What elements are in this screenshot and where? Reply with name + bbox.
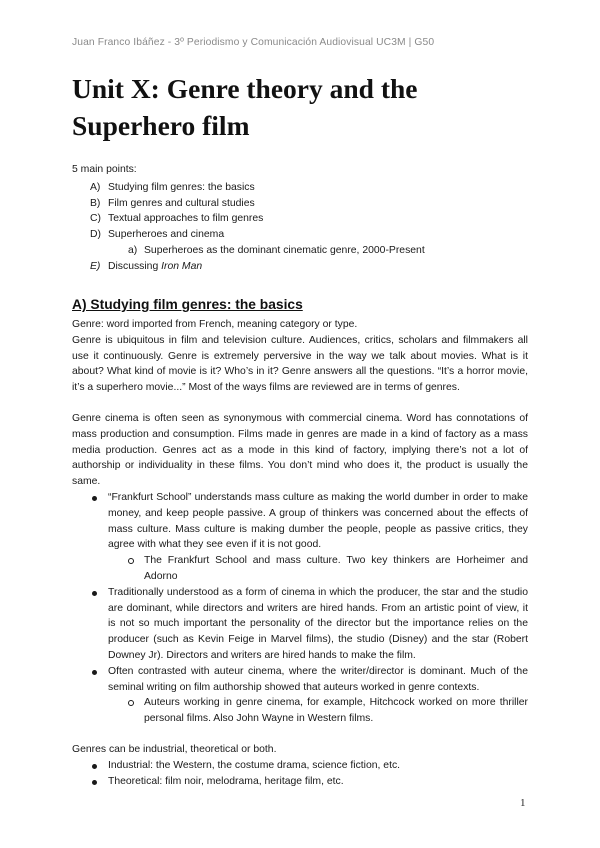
- list-item: [72, 227, 532, 243]
- document-title: Unit X: Genre theory and the Superhero film: [72, 73, 418, 141]
- bullet-text: Often contrasted with auteur cinema, where the writer/director is dominant. Much of the seminal writing on film authorship showed that auteurs worked in genre contexts.: [108, 665, 528, 693]
- list-item-text: Discussing: [108, 260, 162, 272]
- list-item-text: Superheroes as the dominant cinematic genre, 2000-Present: [144, 244, 425, 256]
- sub-bullet-text: The Frankfurt School and mass culture. Two key thinkers are Horheimer and Adorno: [144, 555, 528, 582]
- list-marker: a): [128, 244, 138, 256]
- main-points-list: [72, 180, 532, 275]
- section-heading: A) Studying film genres: the basics: [72, 297, 303, 312]
- main-points-block: [72, 162, 532, 275]
- paragraph: Genre cinema is often seen as synonymous with commercial cinema. Word has connotations of mass production and consumption. Films made in genres are made in a kind of factory as a mass media production. Genres act as a mode in this kind of factory, implying there’s not a lot of authorship or individuality in these films. You don’t mind who does it, the product is usually the same.: [72, 412, 528, 488]
- list-subitem: [72, 243, 532, 259]
- list-marker: C): [90, 213, 101, 225]
- bullet-text: Traditionally understood as a form of cinema in which the producer, the star and the studio are dominant, while directors and writers are hired hands. From an artistic point of view, it is not so much important the personality of the director but the importance relies on the producer (such as Kevin Feige in Marvel films), the studio (Disney) and the star (Robert Downey Jr). Directors and writers are hired hands to make the film.: [108, 586, 528, 661]
- page-number: 1: [520, 797, 526, 809]
- page-header: Juan Franco Ibáñez - 3º Periodismo y Comunicación Audiovisual UC3M | G50: [72, 37, 435, 48]
- list-item-text: Film genres and cultural studies: [108, 197, 255, 209]
- paragraph: Genres can be industrial, theoretical or both.: [72, 743, 277, 755]
- bullet-item: [72, 664, 528, 727]
- hollow-bullet-icon: [128, 700, 134, 706]
- sub-bullet-list: [108, 553, 528, 585]
- list-marker: B): [90, 197, 101, 209]
- list-item: [72, 211, 532, 227]
- paragraph: Genre is ubiquitous in film and television culture. Audiences, critics, scholars and filmmakers all use it continuously. Genre is extremely perversive in the way we talk about movies. What is it about? What kind of movie is it? Who’s in it? Genre answers all the questions. “It’s a horror movie, it’s a superhero movie...” Most of the ways films are reviewed are in terms of genres.: [72, 334, 528, 394]
- list-item-text: Studying film genres: the basics: [108, 181, 255, 193]
- section-a: [72, 296, 528, 789]
- bullet-item: [72, 490, 528, 585]
- list-marker: D): [90, 229, 101, 241]
- sub-bullet-item: [108, 553, 528, 585]
- sub-bullet-text: Auteurs working in genre cinema, for example, Hitchcock worked on more thriller personal films. Also John Wayne in Western films.: [144, 697, 528, 725]
- bullet-icon: [92, 496, 97, 501]
- bullet-text: Industrial: the Western, the costume drama, science fiction, etc.: [108, 759, 401, 771]
- bullet-list: [72, 490, 528, 727]
- list-item: [72, 259, 532, 275]
- list-item-text: Superheroes and cinema: [108, 229, 225, 241]
- bullet-text: “Frankfurt School” understands mass culture as making the world dumber in order to make money, and keep people passive. A group of thinkers was concerned about the effects of mass culture. Mass culture is making dumber the people, people as passive critics, they agree with what they see even if it is not good.: [108, 491, 528, 551]
- bullet-icon: [92, 591, 97, 596]
- bullet-item: [72, 774, 528, 790]
- bullet-icon: [92, 670, 97, 675]
- bullet-icon: [92, 780, 97, 785]
- list-item: [72, 196, 532, 212]
- bullet-icon: [92, 764, 97, 769]
- list-item-text: Textual approaches to film genres: [108, 213, 264, 225]
- film-title: Iron Man: [161, 260, 203, 272]
- paragraph: Genre: word imported from French, meaning category or type.: [72, 319, 358, 330]
- list-item: [72, 180, 532, 196]
- hollow-bullet-icon: [128, 558, 134, 564]
- bullet-text: Theoretical: film noir, melodrama, heritage film, etc.: [108, 775, 344, 787]
- bullet-item: [72, 758, 528, 774]
- bullet-list: [72, 758, 528, 790]
- sub-bullet-item: [108, 695, 528, 727]
- sub-bullet-list: [108, 695, 528, 727]
- list-marker: E): [90, 260, 101, 272]
- main-points-label: 5 main points:: [72, 164, 137, 175]
- list-marker: A): [90, 181, 101, 193]
- bullet-item: [72, 585, 528, 664]
